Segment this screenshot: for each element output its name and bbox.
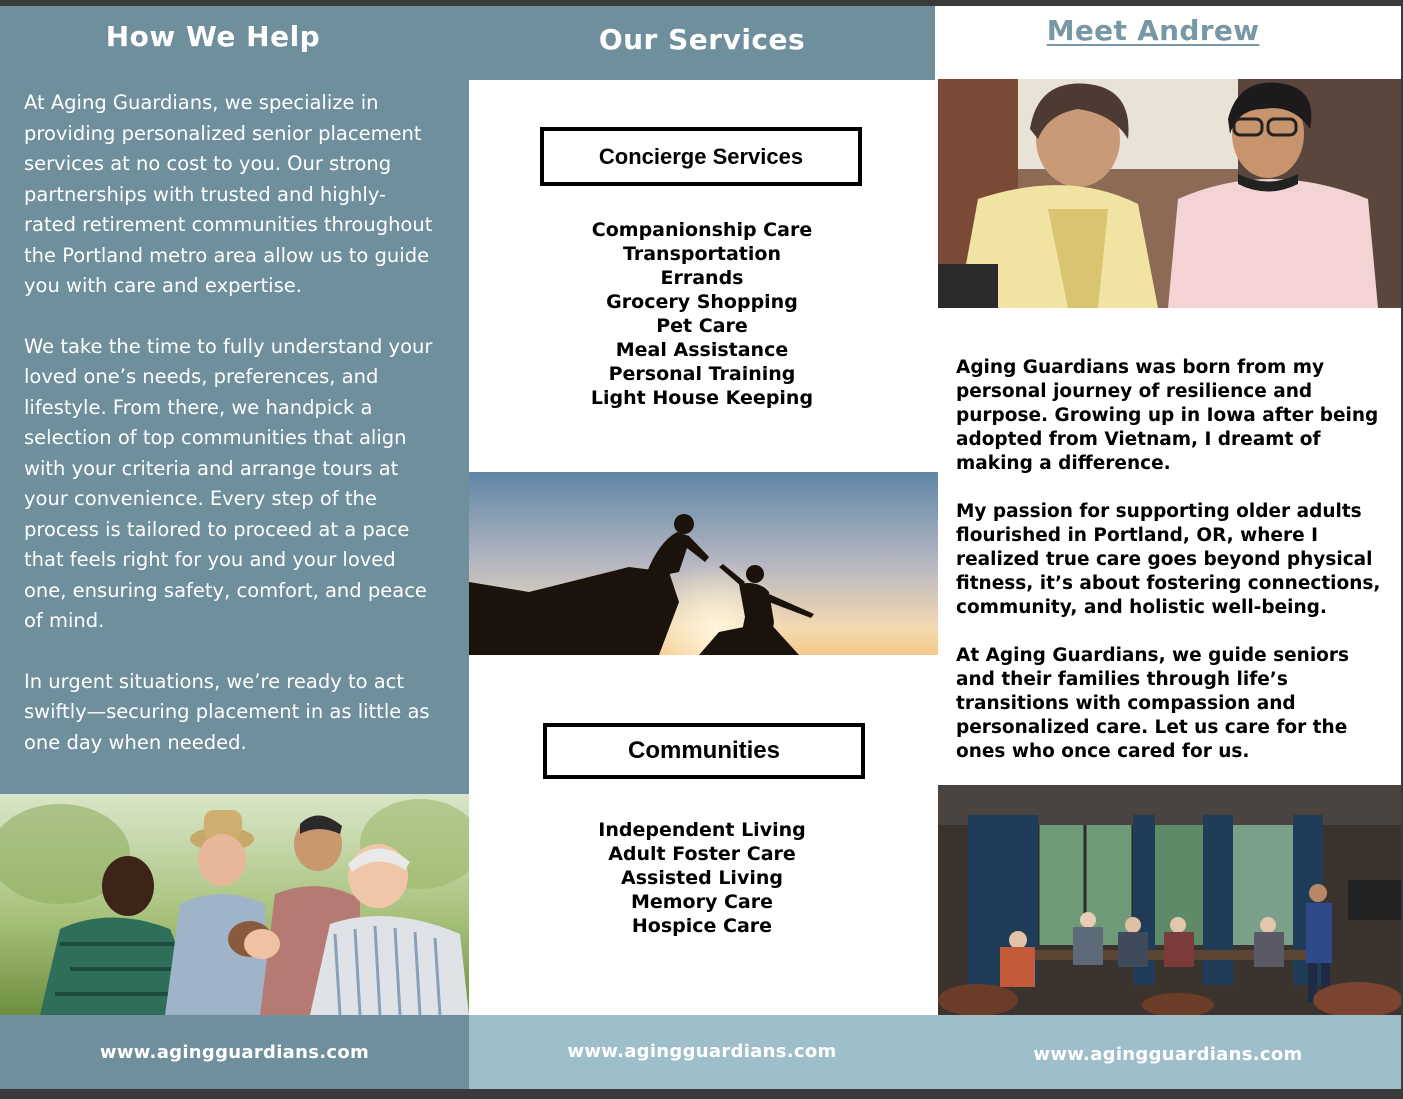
footer-website-2[interactable]: www.agingguardians.com bbox=[469, 1015, 935, 1089]
list-item: Hospice Care bbox=[631, 915, 773, 937]
list-item: Grocery Shopping bbox=[606, 291, 798, 313]
communities-list bbox=[469, 818, 935, 938]
seniors-arm-wrestling-photo bbox=[0, 794, 469, 1015]
list-item: Pet Care bbox=[656, 315, 748, 337]
how-we-help-paragraph: We take the time to fully understand your loved one’s needs, preferences, and lifestyle. From there, we handpick a selection of top communities that align with your criteria and arrange tours at your convenience. Every step of the process is tailored to proceed at a pace that feels right for you and your loved one, ensuring safety, comfort, and peace of mind. bbox=[24, 334, 433, 632]
our-services-title: Our Services bbox=[469, 6, 935, 80]
footer-website-1[interactable]: www.agingguardians.com bbox=[0, 1015, 469, 1089]
how-we-help-text bbox=[24, 88, 434, 788]
list-item: Light House Keeping bbox=[590, 387, 814, 409]
meet-andrew-paragraph: My passion for supporting older adults flourished in Portland, OR, where I realized true care goes beyond physical fitness, it’s about fostering connections, community, and holistic well-being. bbox=[956, 501, 1381, 618]
list-item: Memory Care bbox=[630, 891, 774, 913]
list-item: Personal Training bbox=[608, 363, 796, 385]
concierge-services-list bbox=[469, 218, 935, 410]
andrew-with-senior-photo bbox=[938, 79, 1401, 308]
list-item: Companionship Care bbox=[591, 219, 813, 241]
community-presentation-photo bbox=[938, 785, 1401, 1015]
meet-andrew-paragraph: At Aging Guardians, we guide seniors and their families through life’s transitions with compassion and personalized care. Let us care for the ones who once cared for us. bbox=[956, 645, 1350, 762]
list-item: Assisted Living bbox=[621, 867, 783, 889]
list-item: Meal Assistance bbox=[615, 339, 789, 361]
meet-andrew-title[interactable]: Meet Andrew bbox=[1046, 14, 1260, 47]
how-we-help-title: How We Help bbox=[105, 20, 321, 53]
list-item: Independent Living bbox=[598, 819, 806, 841]
concierge-services-heading: Concierge Services bbox=[540, 127, 862, 186]
communities-heading: Communities bbox=[543, 723, 865, 779]
footer-website-3[interactable]: www.agingguardians.com bbox=[935, 1015, 1401, 1089]
list-item: Errands bbox=[660, 267, 744, 289]
how-we-help-paragraph: At Aging Guardians, we specialize in providing personalized senior placement services at no cost to you. Our strong partnerships with trusted and highly-rated retirement communities throughout the Portland metro area allow us to guide you with care and expertise. bbox=[24, 91, 433, 297]
meet-andrew-text bbox=[956, 356, 1392, 788]
brochure-page bbox=[0, 6, 1401, 1089]
list-item: Adult Foster Care bbox=[608, 843, 796, 865]
how-we-help-panel bbox=[0, 6, 469, 794]
climbers-helping-hand-photo bbox=[469, 472, 938, 655]
meet-andrew-paragraph: Aging Guardians was born from my personal journey of resilience and purpose. Growing up in Iowa after being adopted from Vietnam, I dreamt of making a difference. bbox=[956, 357, 1379, 474]
list-item: Transportation bbox=[622, 243, 781, 265]
how-we-help-paragraph: In urgent situations, we’re ready to act swiftly—securing placement in as little as one day when needed. bbox=[24, 669, 430, 754]
